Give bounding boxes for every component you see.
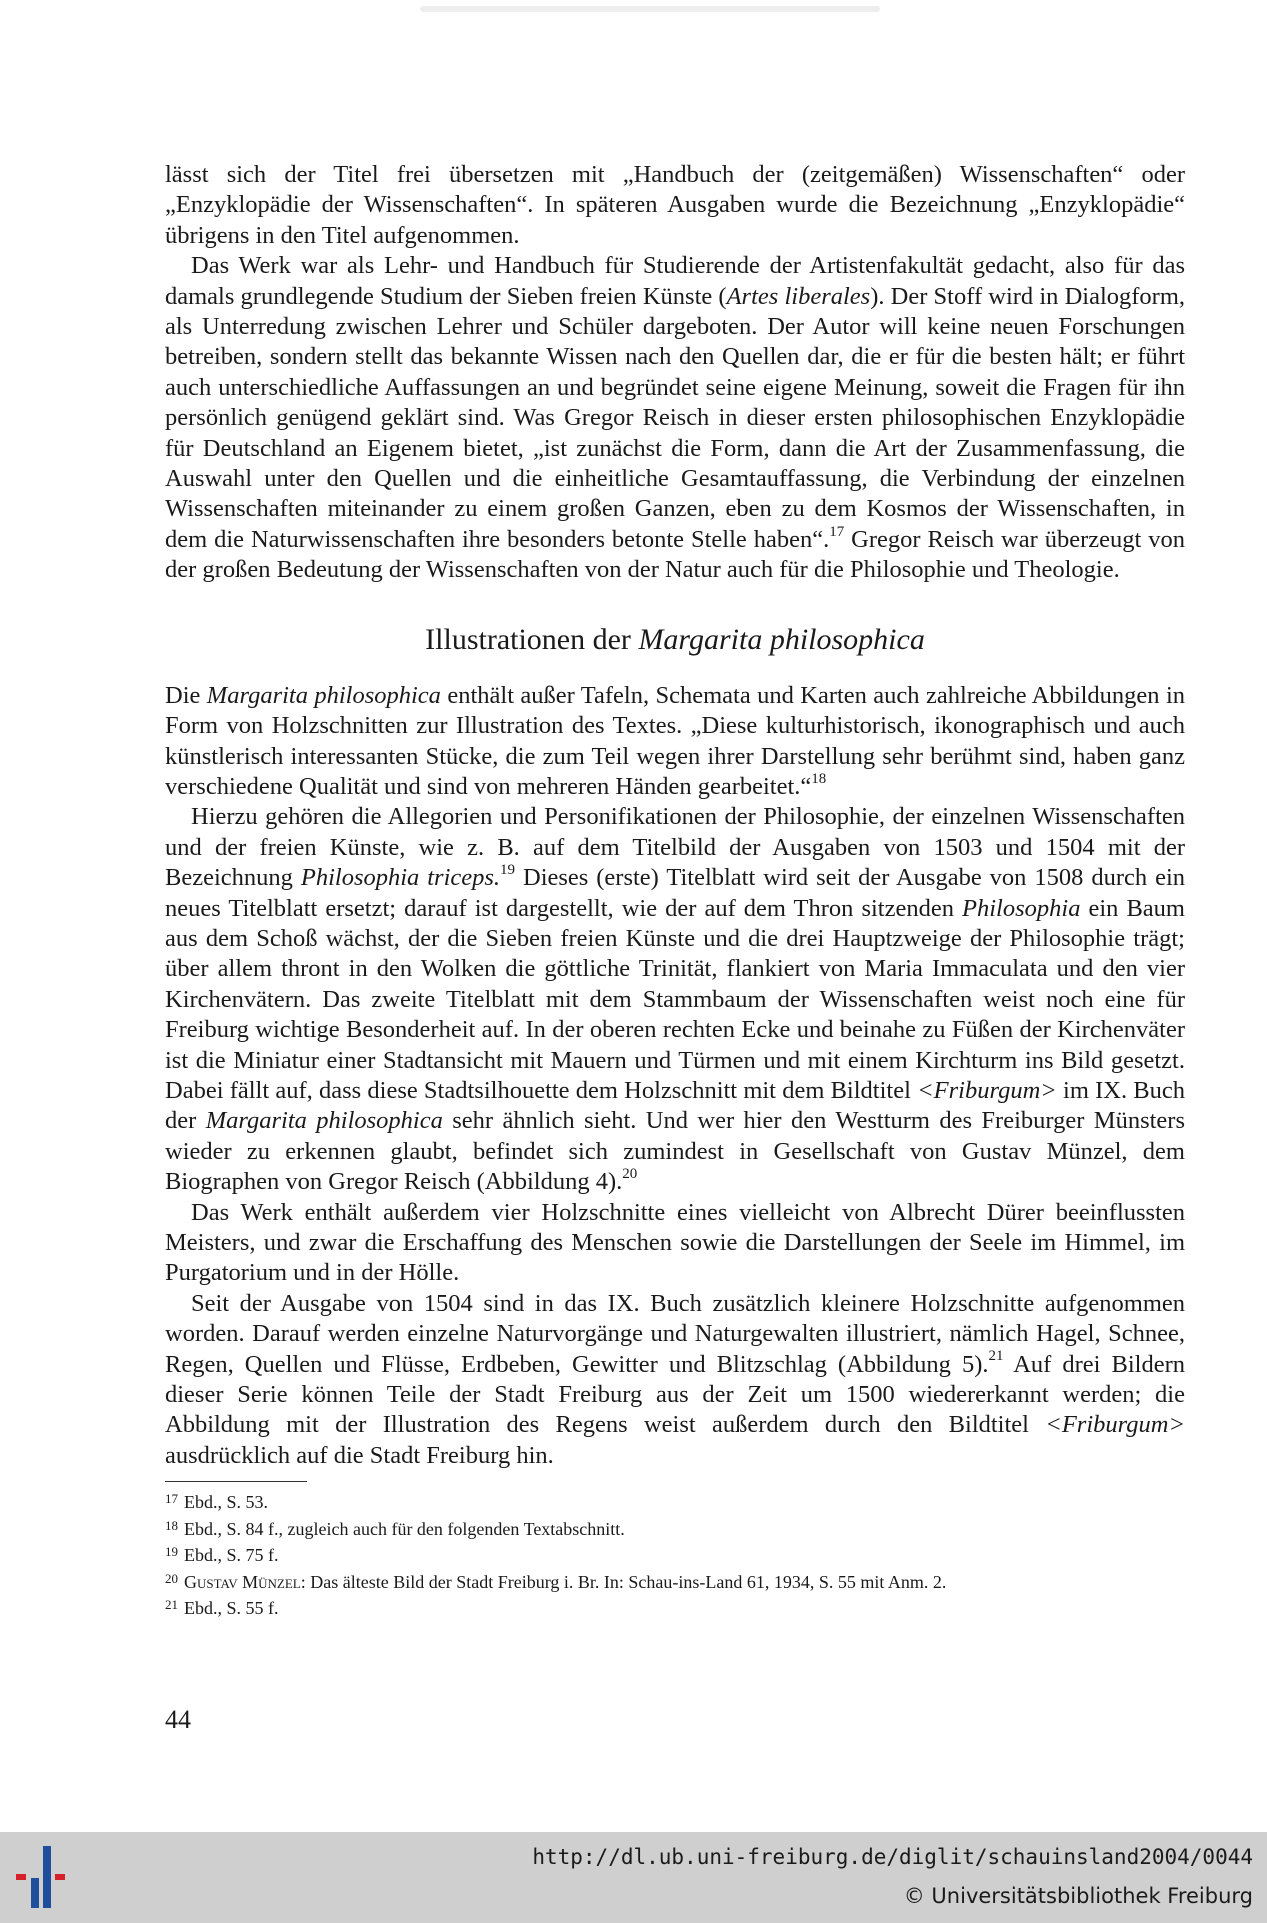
paragraph-4: Hierzu gehören die Allegorien und Personifikationen der Philosophie, der einzelnen Wissenschaften und der freien Künste, wie z. B. auf dem Titelbild der Ausgaben von 1503 und 1504 mit der Bezeichnung Philosophia triceps.$^{19}$ Dieses (erste) Titelblatt wird seit der Ausgabe von 1508 durch ein neues Titelblatt ersetzt; darauf ist dargestellt, wie der auf dem Thron sitzenden Philosophia ein Baum aus dem Schoß wächst, der die Sieben freien Künste und die drei Hauptzweige der Philosophie trägt; über allem thront in den Wolken die göttliche Trinität, flankiert von Maria Immaculata und den vier Kirchenvätern. Das zweite Titelblatt mit dem Stammbaum der Wissenschaften weist noch eine für Freiburg wichtige Besonderheit auf. In der oberen rechten Ecke und beinahe zu Füßen der Kirchenväter ist die Miniatur einer Stadtansicht mit Mauern und Türmen und mit einem Kirchturm ins Bild gesetzt. Dabei fällt auf, dass diese Stadtsilhouette dem Holzschnitt mit dem Bildtitel <Friburgum> im IX. Buch der Margarita philosophica sehr ähnlich sieht. Und wer hier den Westturm des Freiburger Münsters wieder zu erkennen glaubt, befindet sich zumindest in Gesellschaft von Gustav Münzel, dem Biographen von Gregor Reisch (Abbildung 4).$^{20}$: [165, 803, 1185, 1196]
footnote-21: $^{21}$ Ebd., S. 55 f.: [165, 1597, 279, 1619]
paragraph-1: lässt sich der Titel frei übersetzen mit „Handbuch der (zeitgemäßen) Wissenschaften“ oder „Enzyklopädie der Wissenschaften“. In späteren Ausgaben wurde die Bezeichnung „Enzyklopädie“ übrigens in den Titel aufgenommen.: [165, 161, 1185, 249]
scan-top-edge: [420, 6, 880, 12]
footnote-18: $^{18}$ Ebd., S. 84 f., zugleich auch für den folgenden Textabschnitt.: [165, 1517, 625, 1539]
footer-bar: [0, 1832, 1267, 1923]
footnote-20: $^{20}$ Gustav Münzel: Das älteste Bild der Stadt Freiburg i. Br. In: Schau-ins-Land 61, 1934, S. 55 mit Anm. 2.: [165, 1570, 947, 1592]
footnote-19: $^{19}$ Ebd., S. 75 f.: [165, 1544, 279, 1566]
section-heading: Illustrationen der Margarita philosophica: [425, 622, 925, 656]
paragraph-6: Seit der Ausgabe von 1504 sind in das IX. Buch zusätzlich kleinere Holzschnitte aufgenommen worden. Darauf werden einzelne Naturvorgänge und Naturgewalten illustriert, nämlich Hagel, Schnee, Regen, Quellen und Flüsse, Erdbeben, Gewitter und Blitzschlag (Abbildung 5).$^{21}$ Auf drei Bildern dieser Serie können Teile der Stadt Freiburg aus der Zeit um 1500 wiedererkannt werden; die Abbildung mit der Illustration des Regens weist außerdem durch den Bildtitel <Friburgum> ausdrücklich auf die Stadt Freiburg hin.: [165, 1289, 1186, 1469]
ub-freiburg-logo-icon: [14, 1844, 78, 1912]
page-number: 44: [165, 1705, 191, 1734]
paragraph-3: Die Margarita philosophica enthält außer Tafeln, Schemata und Karten auch zahlreiche Abbildungen in Form von Holzschnitten zur Illustration des Textes. „Diese kulturhistorisch, ikonographisch und auch künstlerisch interessanten Stücke, die zum Teil wegen ihrer Darstellung sehr berühmt sind, haben ganz verschiedene Qualität und sind von mehreren Händen gearbeitet.“$^{18}$: [165, 681, 1186, 800]
footnote-ref-18[interactable]: 18: [811, 770, 827, 787]
paragraph-5: Das Werk enthält außerdem vier Holzschnitte eines vielleicht von Albrecht Dürer beeinflussten Meisters, und zwar die Erschaffung des Menschen sowie die Darstellungen der Seele im Himmel, im Purgatorium und in der Hölle.: [165, 1198, 1185, 1287]
footnote-ref-20[interactable]: 20: [622, 1166, 638, 1183]
paragraph-2: Das Werk war als Lehr- und Handbuch für Studierende der Artistenfakultät gedacht, also für das damals grundlegende Studium der Sieben freien Künste (Artes liberales). Der Stoff wird in Dialogform, als Unterredung zwischen Lehrer und Schüler dargeboten. Der Autor will keine neuen Forschungen betreiben, sondern stellt das bekannte Wissen nach den Quellen dar, die er für die besten hält; er führt auch unterschiedliche Auffassungen an und begründet seine eigene Meinung, soweit die Fragen für ihn persönlich genügend geklärt sind. Was Gregor Reisch in dieser ersten philosophischen Enzyklopädie für Deutschland an Eigenem bietet, „ist zunächst die Form, dann die Art der Zusammenfassung, die Auswahl unter den Quellen und die einheitliche Gesamtauffassung, die Verbindung der einzelnen Wissenschaften miteinander zu einem großen Ganzen, eben zu dem Kosmos der Wissenschaften, in dem die Naturwissenschaften ihre besonders betonte Stelle haben“.$^{17}$ Gregor Reisch war überzeugt von der großen Bedeutung der Wissenschaften von der Natur auch für die Philosophie und Theologie.: [165, 252, 1185, 584]
copyright-text: © Universitätsbibliothek Freiburg: [903, 1884, 1253, 1908]
footnote-divider: [165, 1481, 307, 1482]
source-url-link[interactable]: http://dl.ub.uni-freiburg.de/diglit/schauinsland2004/0044: [532, 1845, 1253, 1869]
page-content: [165, 160, 1185, 1623]
footnote-ref-19[interactable]: 19: [500, 861, 516, 878]
footnote-ref-21[interactable]: 21: [988, 1348, 1004, 1365]
footnotes: [165, 1490, 1185, 1623]
footnote-17: $^{17}$ Ebd., S. 53.: [165, 1491, 269, 1513]
footnote-ref-17[interactable]: 17: [829, 523, 845, 540]
